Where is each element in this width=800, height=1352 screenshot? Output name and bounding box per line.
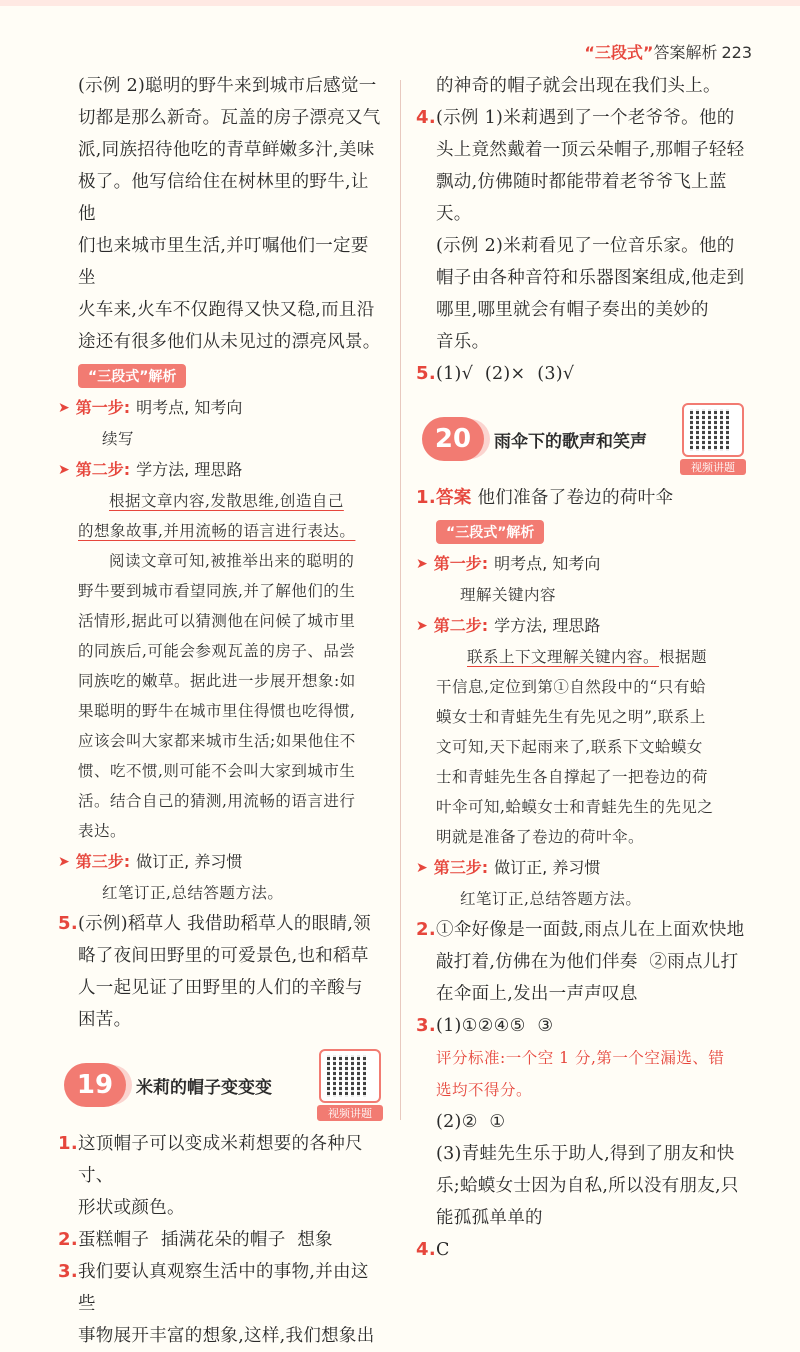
text-line: (1)①②④⑤ ③: [436, 1016, 554, 1036]
answer-tag: 答案: [436, 488, 472, 508]
text-line: 乐;蛤蟆女士因为自私,所以没有朋友,只: [436, 1176, 739, 1196]
step-label: 第三步:: [433, 858, 489, 877]
question-19-1: [58, 1128, 383, 1224]
text-line: (1)√ (2)× (3)√: [436, 364, 575, 384]
note-line: 惯、吃不惯,则可能不会叫大家到城市生: [78, 762, 356, 780]
step-3-note: 红笔订正,总结答题方法。: [102, 884, 284, 902]
answer-text: 他们准备了卷边的荷叶伞: [477, 488, 674, 508]
note-line: 文可知,天下起雨来了,联系下文蛤蟆女: [436, 738, 703, 756]
text-line: 我们要认真观察生活中的事物,并由这些: [78, 1262, 369, 1314]
text-line: 蛋糕帽子 插满花朵的帽子 想象: [78, 1230, 333, 1250]
text-line: (示例 2)米莉看见了一位音乐家。他的: [436, 236, 735, 256]
text-line: 音乐。: [436, 332, 490, 352]
text-line: 哪里,哪里就会有帽子奏出的美妙的: [436, 300, 709, 320]
question-5: [58, 908, 383, 1036]
text-line: [436, 482, 746, 514]
text-line: 能孤孤单单的: [436, 1208, 543, 1228]
note-line: 野牛要到城市看望同族,并了解他们的生: [78, 582, 356, 600]
note-line: 蟆女士和青蛙先生有先见之明”,联系上: [436, 708, 706, 726]
note-line: 果聪明的野牛在城市里住得惯也吃得惯,: [78, 702, 356, 720]
step-text: 明考点, 知考向: [136, 398, 243, 417]
header-title: 答案解析: [653, 43, 718, 62]
text-line: 帽子由各种音符和乐器图案组成,他走到: [436, 268, 745, 288]
method-line: 的想象故事,并用流畅的语言进行表达。: [78, 522, 356, 540]
step-text: 做订正, 养习惯: [494, 858, 601, 877]
qr-code[interactable]: [317, 1049, 383, 1121]
question-number: 2.: [58, 1229, 78, 1250]
right-column: [416, 70, 746, 1266]
page-number: 223: [721, 43, 752, 62]
column-divider: [400, 80, 401, 1120]
arrow-icon: ➤: [58, 854, 70, 870]
qr-code-icon: [682, 403, 744, 457]
text-line: 火车来,火车不仅跑得又快又稳,而且沿: [78, 300, 375, 320]
header-brand: “三段式”: [584, 43, 654, 62]
step-2: [58, 454, 383, 486]
step-3-note: 红笔订正,总结答题方法。: [460, 890, 642, 908]
example-2: [78, 70, 383, 358]
question-number: 5.: [58, 913, 78, 934]
question-number: 2.: [416, 919, 436, 940]
lesson-number: 19: [64, 1063, 126, 1107]
question-number: 5.: [416, 363, 436, 384]
arrow-icon: ➤: [416, 860, 428, 876]
question-20-3: [416, 1010, 746, 1234]
criteria-label: 评分标准:: [436, 1049, 506, 1067]
question-number: 3.: [416, 1015, 436, 1036]
note-line: 阅读文章可知,被推举出来的聪明的: [109, 552, 355, 570]
note-line: 的同族后,可能会参观瓦盖的房子、品尝: [78, 642, 356, 660]
criteria-line: [436, 1042, 746, 1074]
question-number: 4.: [416, 1239, 436, 1260]
method-line: 根据文章内容,发散思维,创造自己: [109, 492, 344, 510]
question-20-2: [416, 914, 746, 1010]
note-line: 干信息,定位到第①自然段中的“只有蛤: [436, 678, 706, 696]
note-line: 叶伞可知,蛤蟆女士和青蛙先生的先见之: [436, 798, 714, 816]
analysis-block: [416, 548, 746, 914]
step-1: [58, 392, 383, 424]
step-2: [416, 610, 746, 642]
lesson-title: 米莉的帽子变变变: [136, 1077, 272, 1098]
step-3: [416, 852, 746, 884]
arrow-icon: ➤: [416, 556, 428, 572]
text-line: 头上竟然戴着一顶云朵帽子,那帽子轻轻: [436, 140, 745, 160]
question-20-4: [416, 1234, 746, 1266]
criteria-text: 一个空 1 分,第一个空漏选、错: [505, 1049, 725, 1067]
step-text: 学方法, 理思路: [136, 460, 243, 479]
note-line: 明就是准备了卷边的荷叶伞。: [436, 828, 645, 846]
note-line: 同族吃的嫩草。据此进一步展开想象:如: [78, 672, 356, 690]
lesson-20-header: [422, 406, 746, 472]
note-line: 活。结合自己的猜测,用流畅的语言进行: [78, 792, 356, 810]
text-line: 困苦。: [78, 1010, 132, 1030]
text-line: (示例 1)米莉遇到了一个老爷爷。他的: [436, 108, 735, 128]
step-1: [416, 548, 746, 580]
step-label: 第一步:: [433, 554, 489, 573]
analysis-badge: “三段式”解析: [436, 520, 544, 544]
question-19-2: [58, 1224, 383, 1256]
note-line: [436, 642, 746, 672]
top-strip: [0, 0, 800, 6]
step-2-notes: [78, 486, 383, 846]
question-19-3: [58, 1256, 383, 1352]
question-20-1: [416, 482, 746, 514]
step-text: 明考点, 知考向: [494, 554, 601, 573]
text-line: 这顶帽子可以变成米莉想要的各种尺寸、: [78, 1134, 363, 1186]
text-line: 事物展开丰富的想象,这样,我们想象出: [78, 1326, 375, 1346]
step-text: 做订正, 养习惯: [136, 852, 243, 871]
qr-code-icon: [319, 1049, 381, 1103]
step-label: 第三步:: [75, 852, 131, 871]
qr-caption: 视频讲题: [680, 459, 746, 475]
step-label: 第一步:: [75, 398, 131, 417]
text-line: 飘动,仿佛随时都能带着老爷爷飞上蓝天。: [436, 172, 727, 224]
lesson-title: 雨伞下的歌声和笑声: [494, 431, 647, 452]
question-number: 1.: [416, 487, 436, 508]
note-line: 应该会叫大家都来城市生活;如果他住不: [78, 732, 356, 750]
note-line: 表达。: [78, 822, 127, 840]
step-label: 第二步:: [75, 460, 131, 479]
text-line: (3)青蛙先生乐于助人,得到了朋友和快: [436, 1144, 735, 1164]
lesson-number: 20: [422, 417, 484, 461]
question-number: 4.: [416, 107, 436, 128]
text-line: 略了夜间田野里的可爱景色,也和稻草: [78, 946, 369, 966]
page-header: [584, 40, 752, 63]
continued-text: 的神奇的帽子就会出现在我们头上。: [436, 76, 721, 96]
arrow-icon: ➤: [58, 462, 70, 478]
text-line: 途还有很多他们从未见过的漂亮风景。: [78, 332, 381, 352]
text-line: 派,同族招待他吃的青草鲜嫩多汁,美味: [78, 140, 375, 160]
text-line: ①伞好像是一面鼓,雨点儿在上面欢快地: [436, 920, 745, 940]
note-text: 根据题: [659, 648, 708, 666]
analysis-badge: “三段式”解析: [78, 364, 186, 388]
qr-code[interactable]: [680, 403, 746, 475]
text-line: (2)② ①: [436, 1112, 506, 1132]
text-line: 切都是那么新奇。瓦盖的房子漂亮又气: [78, 108, 381, 128]
question-5: [416, 358, 746, 390]
arrow-icon: ➤: [58, 400, 70, 416]
step-text: 学方法, 理思路: [494, 616, 601, 635]
left-column: [58, 70, 383, 1352]
text-line: 们也来城市里生活,并叮嘱他们一定要坐: [78, 236, 369, 288]
text-line: 人一起见证了田野里的人们的辛酸与: [78, 978, 363, 998]
step-2-notes: [436, 642, 746, 852]
question-number: 1.: [58, 1133, 78, 1154]
text-line: C: [436, 1240, 450, 1260]
text-line: 在伞面上,发出一声声叹息: [436, 984, 638, 1004]
method-text: 联系上下文理解关键内容。: [467, 648, 660, 666]
text-line: (示例)稻草人 我借助稻草人的眼睛,领: [78, 914, 371, 934]
criteria-line: 选均不得分。: [436, 1081, 533, 1099]
lesson-19-header: [64, 1052, 383, 1118]
text-line: 极了。他写信给住在树林里的野牛,让他: [78, 172, 369, 224]
arrow-icon: ➤: [416, 618, 428, 634]
note-line: 活情形,据此可以猜测他在问候了城市里: [78, 612, 356, 630]
step-1-note: 理解关键内容: [460, 586, 557, 604]
step-1-note: 续写: [102, 430, 135, 448]
step-3: [58, 846, 383, 878]
text-line: 敲打着,仿佛在为他们伴奏 ②雨点儿打: [436, 952, 739, 972]
text-line: 形状或颜色。: [78, 1198, 185, 1218]
question-number: 3.: [58, 1261, 78, 1282]
step-label: 第二步:: [433, 616, 489, 635]
qr-caption: 视频讲题: [317, 1105, 383, 1121]
note-line: 士和青蛙先生各自撑起了一把卷边的荷: [436, 768, 709, 786]
question-4: [416, 102, 746, 358]
text-line: (示例 2)聪明的野牛来到城市后感觉一: [78, 76, 377, 96]
